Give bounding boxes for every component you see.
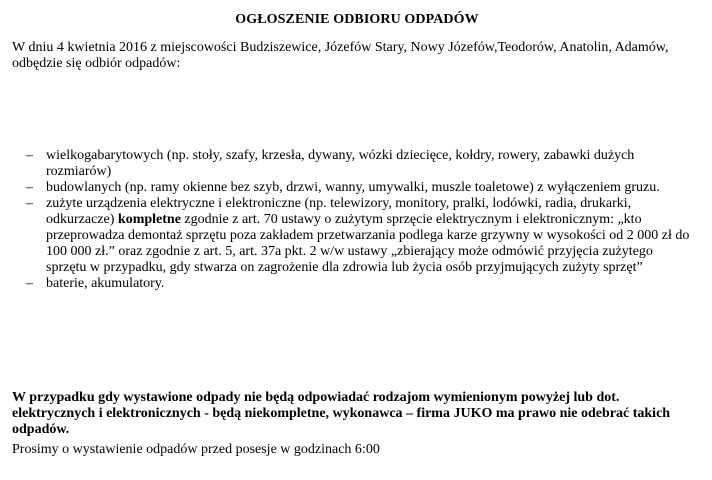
- dash-bullet: –: [26, 196, 33, 211]
- dash-bullet: –: [26, 180, 33, 195]
- document-page: [12, 12, 702, 457]
- list-item: [26, 276, 696, 292]
- list-item-text: budowlanych (np. ramy okienne bez szyb, drzwi, wanny, umywalki, muszle toaletowe) z wyłączeniem gruzu.: [46, 180, 660, 195]
- list-item-bold: kompletne: [117, 212, 181, 227]
- intro-paragraph: W dniu 4 kwietnia 2016 z miejscowości Budziszewice, Józefów Stary, Nowy Józefów,Teodorów, Anatolin, Adamów, odbędzie się odbiór odpadów:: [12, 40, 669, 71]
- list-item-text: baterie, akumulatory.: [46, 276, 165, 291]
- document-title: OGŁOSZENIE ODBIORU ODPADÓW: [235, 12, 479, 27]
- list-item: [26, 196, 696, 276]
- notice-paragraph: W przypadku gdy wystawione odpady nie będą odpowiadać rodzajom wymienionym powyżej lub dot. elektrycznych i elektronicznych - będą niekompletne, wykonawca – firma JUKO ma prawo nie odebrać takich odpadów.: [12, 390, 671, 437]
- list-item-text-before: zużyte urządzenia elektryczne i elektroniczne (np. telewizory, monitory, pralki, lodówki, radia, drukarki, odkurzacze): [46, 196, 632, 227]
- dash-bullet: –: [26, 276, 33, 291]
- waste-list: [26, 148, 696, 292]
- list-item-text: wielkogabarytowych (np. stoły, szafy, krzesła, dywany, wózki dziecięce, kołdry, rowery, zabawki dużych rozmiarów): [46, 148, 635, 179]
- final-paragraph: Prosimy o wystawienie odpadów przed posesje w godzinach 6:00: [12, 442, 380, 457]
- list-item: [26, 180, 696, 196]
- dash-bullet: –: [26, 148, 33, 163]
- list-item-text-after: zgodnie z art. 70 ustawy o zużytym sprzęcie elektrycznym i elektronicznym: „kto przeprowadza demontaż sprzętu poza zakładem przetwarzania podlega karze grzywny w wysokości od 2 000 zł do 100 000 zł.” oraz zgodnie z art. 5, art. 37a pkt. 2 w/w ustawy „zbierający może odmówić przyjęcia zużytego sprzętu w przypadku, gdy stwarza on zagrożenie dla zdrowia lub życia osób przyjmujących zużyty sprzęt”: [46, 212, 690, 275]
- list-item: [26, 148, 696, 180]
